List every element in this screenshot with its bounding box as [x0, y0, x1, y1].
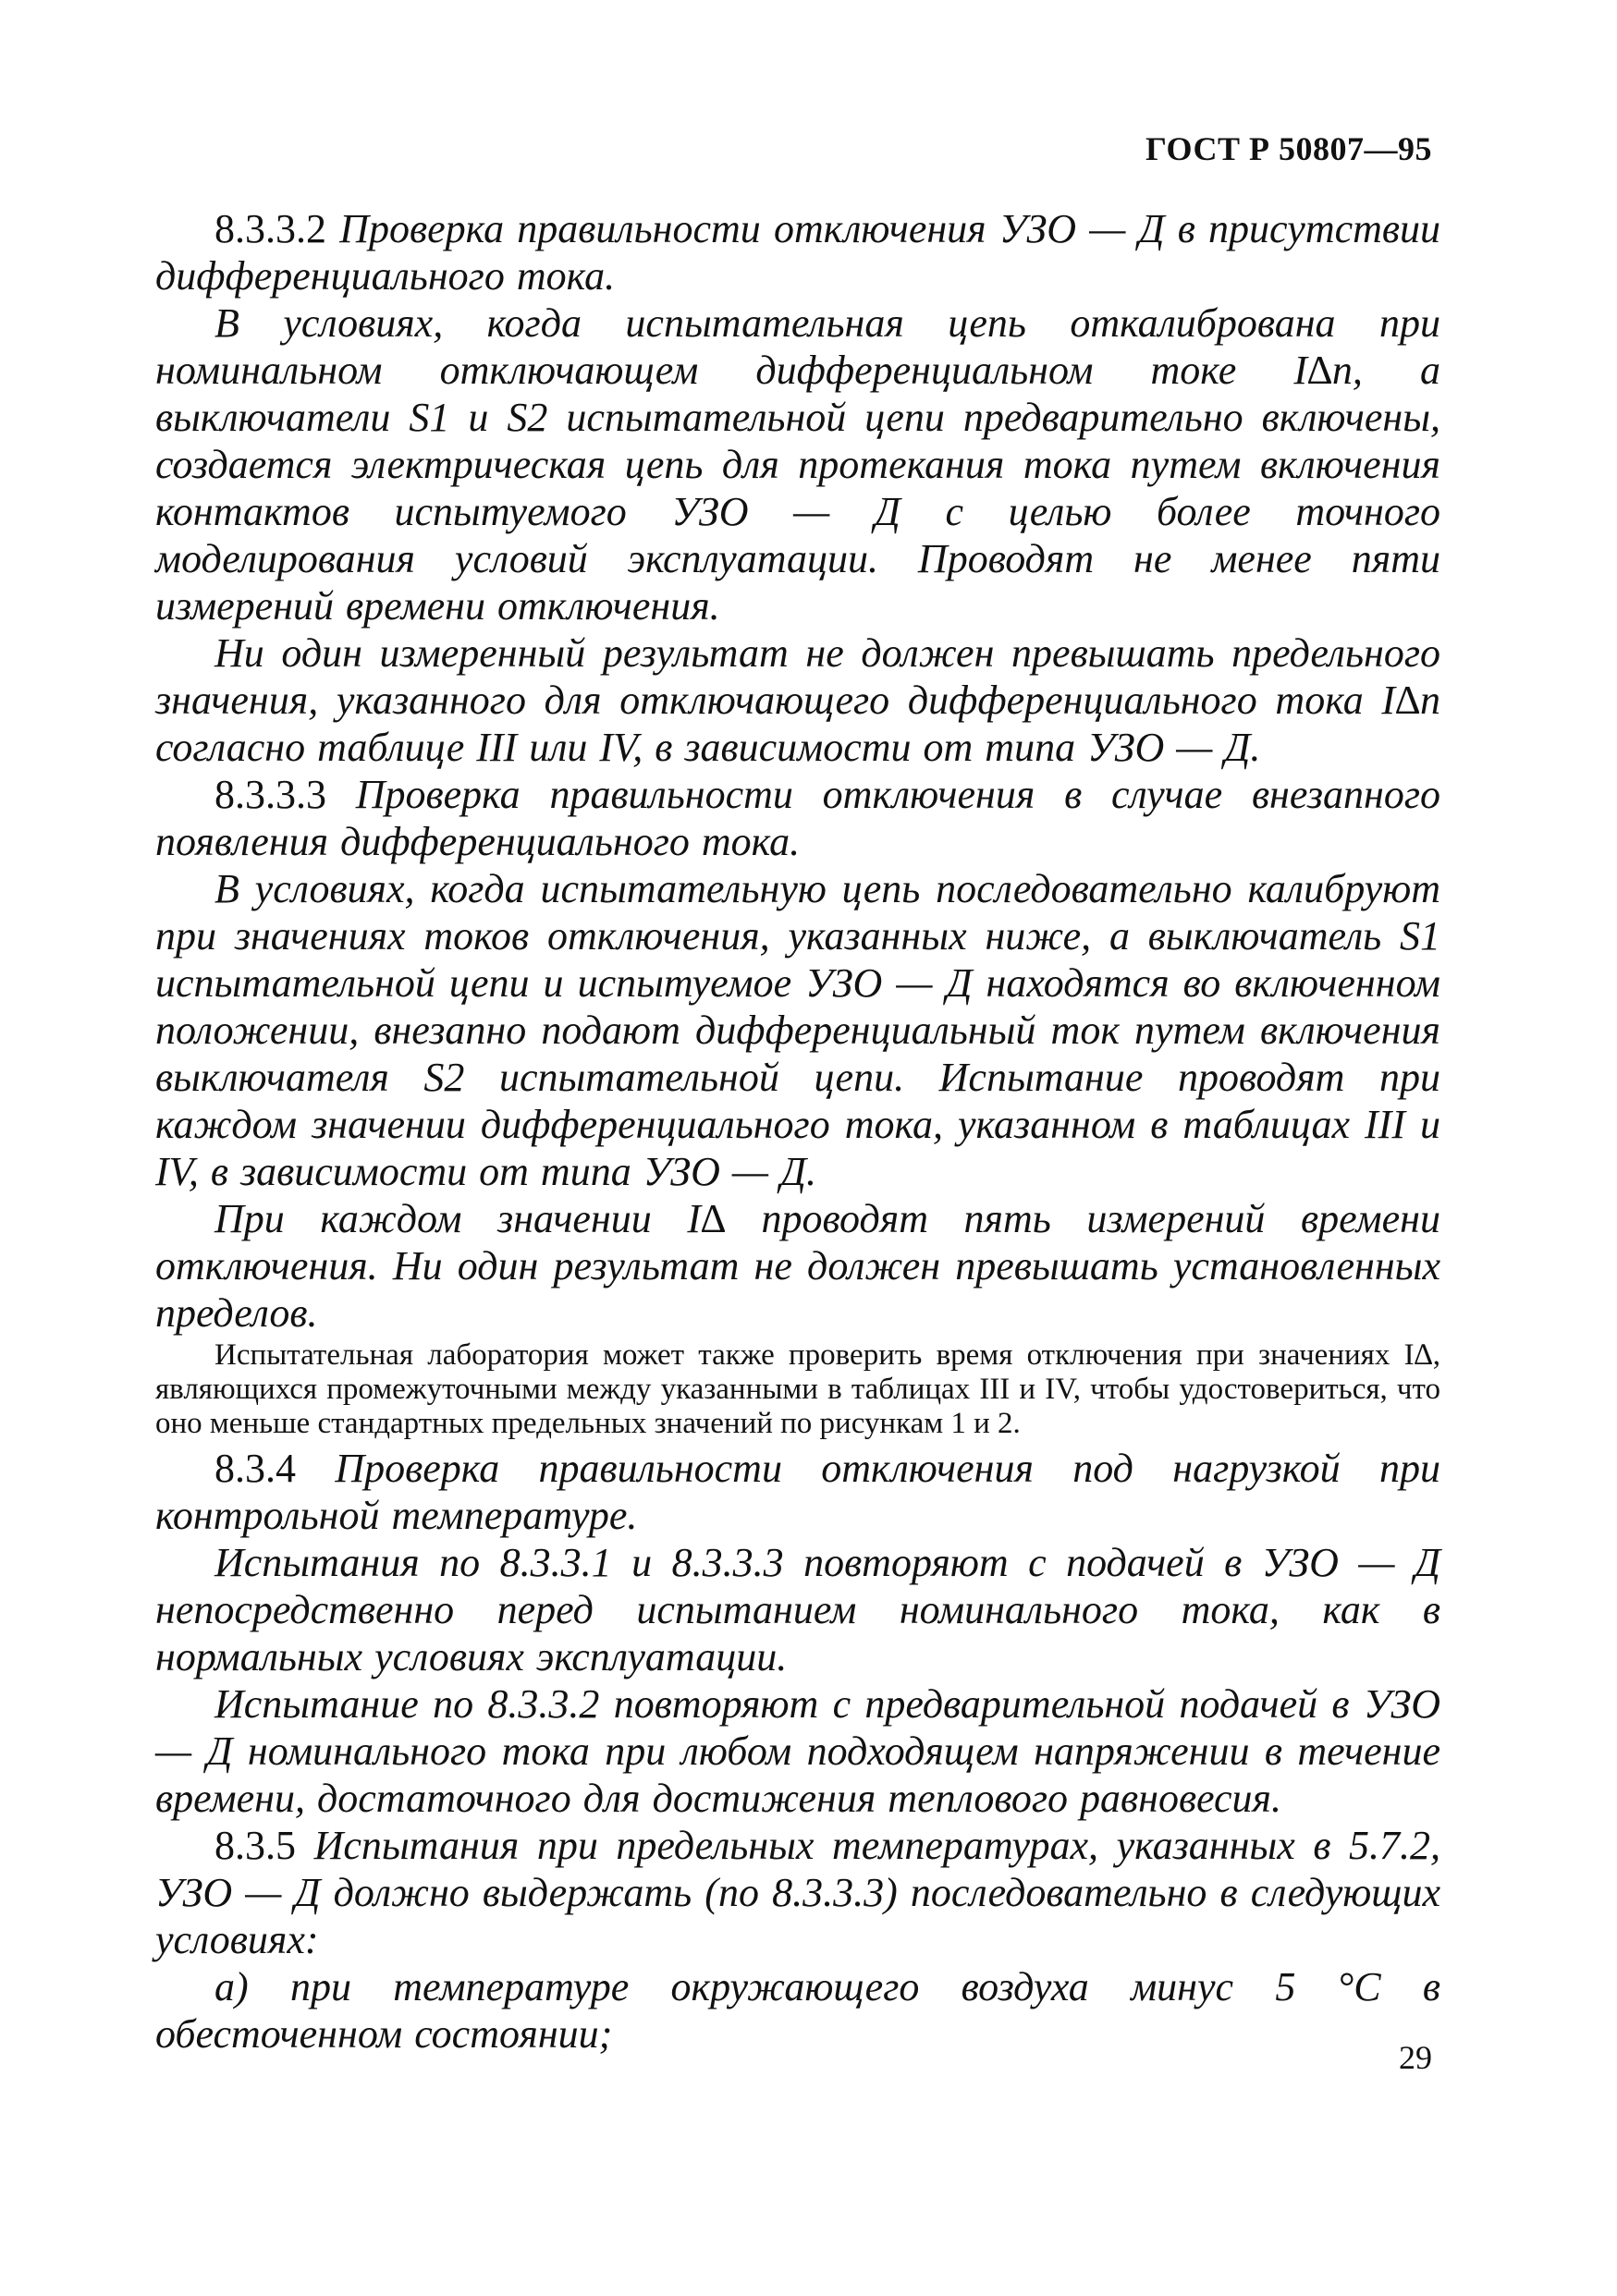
- paragraph-text: а) при температуре окружающего воздуха минус 5 °С в обесточенном состоянии;: [155, 1964, 1440, 2057]
- paragraph-calibration: [155, 299, 1440, 629]
- paragraph-sudden-current: [155, 865, 1440, 1195]
- paragraph-text: В условиях, когда испытательная цепь откалиброванa при номинальном отключающем дифференциальном токе I∆n, а выключатели S1 и S2 испытательной цепи предварительно включены, создается электрическая цепь для протекания тока путем включения контактов испытуемого УЗО — Д с целью более точного моделирования условий эксплуатации. Проводят не менее пяти измерений времени отключения.: [155, 300, 1440, 629]
- page-number: 29: [1399, 2039, 1432, 2076]
- paragraph-8-3-3-2: [155, 205, 1440, 299]
- paragraph-8-3-5: [155, 1822, 1440, 1963]
- paragraph-text: При каждом значении I∆ проводят пять измерений времени отключения. Ни один результат не должен превышать установленных пределов.: [155, 1196, 1440, 1336]
- note-text: Испытательная лаборатория может также проверить время отключения при значениях I∆, являющихся промежуточными между указанными в таблицах III и IV, чтобы удостовериться, что оно меньше стандартных предельных значений по рисункам 1 и 2.: [155, 1338, 1440, 1440]
- paragraph-text: Испытания при предельных температурах, указанных в 5.7.2, УЗО — Д должно выдержать (по 8.3.3.3) последовательно в следующих условиях:: [155, 1823, 1440, 1962]
- paragraph-8-3-4: [155, 1445, 1440, 1539]
- paragraph-text: Проверка правильности отключения под нагрузкой при контрольной температуре.: [155, 1446, 1440, 1538]
- paragraph-text: В условиях, когда испытательную цепь последовательно калибруют при значениях токов отключения, указанных ниже, а выключатель S1 испытательной цепи и испытуемое УЗО — Д находятся во включенном положении, внезапно подают дифференциальный ток путем включения выключателя S2 испытательной цепи. Испытание проводят при каждом значении дифференциального тока, указанном в таблицах III и IV, в зависимости от типа УЗО — Д.: [155, 866, 1440, 1194]
- section-number: 8.3.3.2: [214, 206, 326, 251]
- paragraph-item-a: [155, 1963, 1440, 2058]
- section-number: 8.3.4: [214, 1446, 296, 1491]
- paragraph-text: Испытание по 8.3.3.2 повторяют с предварительной подачей в УЗО — Д номинального тока при любом подходящем напряжении в течение времени, достаточного для достижения теплового равновесия.: [155, 1681, 1440, 1821]
- paragraph-text: Испытания по 8.3.3.1 и 8.3.3.3 повторяют с подачей в УЗО — Д непосредственно перед испытанием номинального тока, как в нормальных условиях эксплуатации.: [155, 1540, 1440, 1679]
- paragraph-text: Проверка правильности отключения УЗО — Д в присутствии дифференциального тока.: [155, 206, 1440, 299]
- paragraph-five-measurements: [155, 1195, 1440, 1337]
- paragraph-text: Проверка правильности отключения в случае внезапного появления дифференциального тока.: [155, 772, 1440, 864]
- standard-header: ГОСТ Р 50807—95: [1145, 130, 1432, 167]
- document-body: [155, 205, 1440, 2058]
- paragraph-text: Ни один измеренный результат не должен превышать предельного значения, указанного для отключающего дифференциального тока I∆n согласно таблице III или IV, в зависимости от типа УЗО — Д.: [155, 630, 1440, 770]
- paragraph-repeat-8-3-3-2: [155, 1680, 1440, 1822]
- section-number: 8.3.5: [214, 1823, 296, 1868]
- paragraph-8-3-3-3: [155, 771, 1440, 865]
- section-number: 8.3.3.3: [214, 772, 326, 817]
- paragraph-limit: [155, 629, 1440, 771]
- paragraph-repeat-tests: [155, 1539, 1440, 1680]
